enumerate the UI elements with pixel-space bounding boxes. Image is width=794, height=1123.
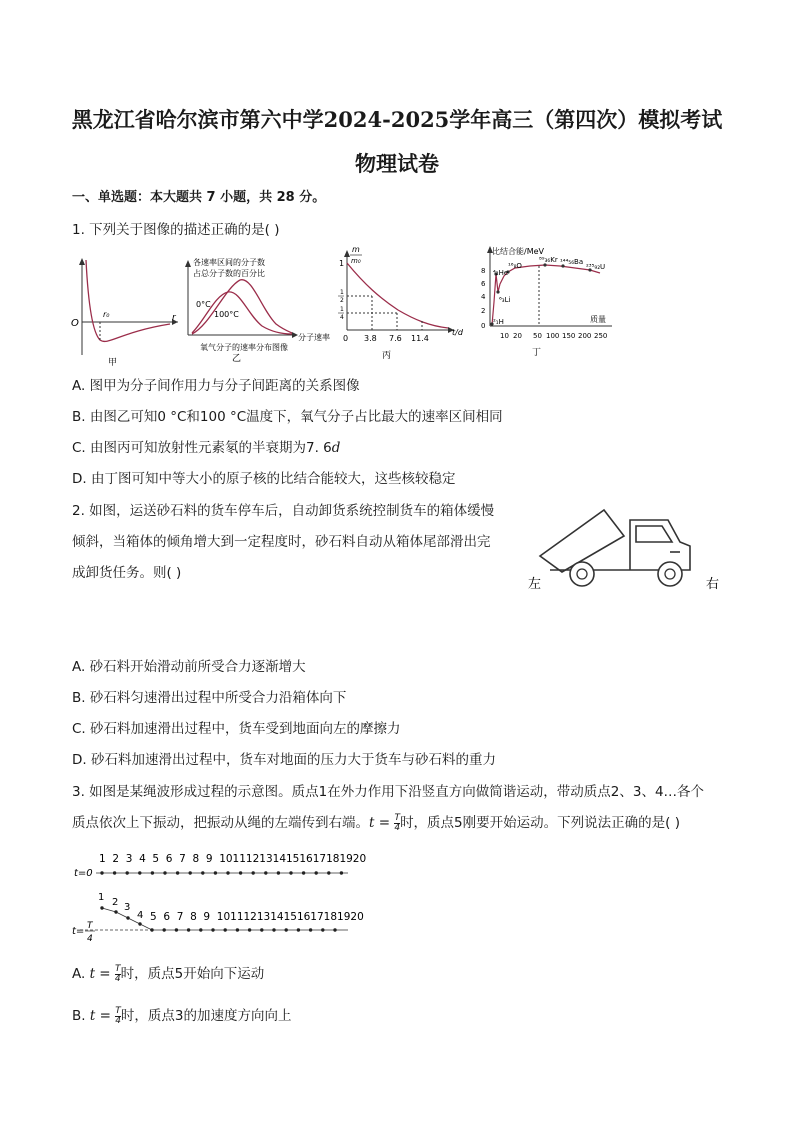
ding-xtick-200: 200 xyxy=(578,332,592,340)
rope-point-t4-7 xyxy=(175,928,178,931)
ding-ytick-6: 6 xyxy=(481,280,486,288)
row2-num-3: 3 xyxy=(124,902,131,913)
rope-point-t4-5 xyxy=(150,928,153,931)
yi-curve-100c: 100°C xyxy=(214,310,239,319)
q1-stem: 1. 下列关于图像的描述正确的是( ) xyxy=(72,222,280,238)
bing-xtick-1: 3.8 xyxy=(364,334,377,343)
yi-ylabel2: 占总分子数的百分比 xyxy=(193,269,265,278)
rope-point-8 xyxy=(189,871,192,874)
rope-point-2 xyxy=(113,871,116,874)
q3-option-b-prefix: B. xyxy=(72,1008,90,1024)
rope-point-1 xyxy=(100,871,103,874)
q2-option-c: C. 砂石料加速滑出过程中，货车受到地面向左的摩擦力 xyxy=(72,721,401,737)
q2-stem-line3: 成卸货任务。则( ) xyxy=(72,565,182,581)
truck-wheels xyxy=(570,562,682,586)
q1-option-a: A. 图甲为分子间作用力与分子间距离的关系图像 xyxy=(72,378,360,394)
rope-point-16 xyxy=(289,871,292,874)
q3-option-a-text: 时，质点5开始向下运动 xyxy=(120,966,265,982)
bing-quarter-n: 1 xyxy=(340,306,344,313)
ding-xtick-250: 250 xyxy=(594,332,608,340)
rope-point-t4-18 xyxy=(309,928,312,931)
ding-h: ²₁H xyxy=(493,318,504,326)
q1-option-c xyxy=(72,436,340,456)
q1-option-c-unit: d xyxy=(331,440,341,456)
row2-numbers: 5 6 7 8 9 1011121314151617181920 xyxy=(150,911,364,923)
rope-point-t4-16 xyxy=(285,928,288,931)
fig-ding xyxy=(481,246,612,358)
ding-ylabel: 比结合能/MeV xyxy=(492,247,544,256)
rope-point-10 xyxy=(214,871,217,874)
row2-num-2: 2 xyxy=(112,897,119,908)
rope-point-t4-8 xyxy=(187,928,190,931)
ding-xtick-10: 10 xyxy=(500,332,509,340)
q1-figures xyxy=(0,240,794,370)
ding-ytick-4: 4 xyxy=(481,293,486,301)
rope-point-t4-11 xyxy=(224,928,227,931)
rope-point-7 xyxy=(176,871,179,874)
rope-point-18 xyxy=(315,871,318,874)
ding-ba: ¹⁴⁴₅₆Ba xyxy=(560,258,584,266)
rope-point-13 xyxy=(252,871,255,874)
bing-caption: 丙 xyxy=(382,351,392,361)
row2-frac-den: 4 xyxy=(87,934,93,944)
q3-option-b-text: 时，质点3的加速度方向向上 xyxy=(120,1008,292,1024)
page-title-line2: 物理试卷 xyxy=(355,151,439,176)
bing-xtick-0: 0 xyxy=(343,334,349,343)
fig-jia xyxy=(71,258,178,368)
rope-point-3 xyxy=(126,871,129,874)
q1-option-c-text: C. 由图丙可知放射性元素氡的半衰期为7. 6 xyxy=(72,440,332,456)
q3-option-b-t: t = xyxy=(89,1008,111,1024)
bing-y1: 1 xyxy=(339,259,345,268)
ding-xtick-100: 100 xyxy=(546,332,560,340)
rope-point-9 xyxy=(201,871,204,874)
q3-option-b-frac-num: T xyxy=(115,1005,121,1016)
jia-caption: 甲 xyxy=(108,358,118,368)
rope-point-t4-14 xyxy=(260,928,263,931)
rope-point-11 xyxy=(226,871,229,874)
bing-xtick-2: 7.6 xyxy=(389,334,402,343)
q2-option-a: A. 砂石料开始滑动前所受合力逐渐增大 xyxy=(72,659,306,675)
yi-curve-0c: 0°C xyxy=(196,300,211,309)
fig-bing xyxy=(338,245,464,361)
rope-wave-figure xyxy=(0,848,794,948)
q3-t-eq: t = xyxy=(369,815,391,831)
q1-option-b: B. 由图乙可知0 °C和100 °C温度下，氧气分子占比最大的速率区间相同 xyxy=(72,409,503,425)
ding-he: ⁴₂He xyxy=(493,269,509,277)
q3-frac-num: T xyxy=(394,812,400,823)
rope-point-6 xyxy=(163,871,166,874)
rope-point-4 xyxy=(138,871,141,874)
ding-li: ⁶₃Li xyxy=(499,296,511,304)
q1-option-d: D. 由丁图可知中等大小的原子核的比结合能较大，这些核较稳定 xyxy=(72,471,456,487)
q3-option-a xyxy=(72,962,264,984)
q3-stem-line2-pre: 质点依次上下振动，把振动从绳的左端传到右端。 xyxy=(72,815,369,831)
ding-xtick-20: 20 xyxy=(513,332,522,340)
row2-num-1: 1 xyxy=(98,892,105,903)
rope-point-t4-12 xyxy=(236,928,239,931)
q3-option-a-prefix: A. xyxy=(72,966,90,982)
bing-ylabel-bottom: m₀ xyxy=(351,257,361,265)
ding-xtick-50: 50 xyxy=(533,332,542,340)
section-heading: 一、单选题：本大题共 7 小题，共 28 分。 xyxy=(72,190,326,205)
row2-frac-num: T xyxy=(87,921,93,931)
rope-point-14 xyxy=(264,871,267,874)
dump-truck-figure xyxy=(520,490,740,600)
bing-xlabel: t/d xyxy=(452,328,463,337)
jia-r0: r₀ xyxy=(103,310,110,319)
q2-stem-line2: 倾斜，当箱体的倾角增大到一定程度时，砂石料自动从箱体尾部滑出完 xyxy=(72,534,491,550)
page-title-line1: 黑龙江省哈尔滨市第六中学2024-2025学年高三（第四次）模拟考试 xyxy=(71,107,723,132)
ding-ytick-0: 0 xyxy=(481,322,486,330)
rope-point-t4-10 xyxy=(211,928,214,931)
yi-caption: 乙 xyxy=(232,354,242,364)
bing-xtick-3: 11.4 xyxy=(411,334,429,343)
row1-label: t=0 xyxy=(74,868,93,879)
q3-frac-den: 4 xyxy=(394,822,401,833)
ding-caption: 丁 xyxy=(532,348,542,358)
rope-point-20 xyxy=(340,871,343,874)
fig-yi xyxy=(185,257,330,364)
q2-option-d: D. 砂石料加速滑出过程中，货车对地面的压力大于货车与砂石料的重力 xyxy=(72,752,496,768)
q3-option-a-t: t = xyxy=(89,966,111,982)
row2-label: t= xyxy=(72,926,85,937)
row1-numbers: 1 2 3 4 5 6 7 8 9 1011121314151617181920 xyxy=(99,853,367,865)
rope-point-t4-20 xyxy=(333,928,336,931)
truck-left-label: 左 xyxy=(528,577,542,592)
rope-point-12 xyxy=(239,871,242,874)
row2-num-4: 4 xyxy=(137,910,144,921)
rope-point-15 xyxy=(277,871,280,874)
q3-option-b xyxy=(72,1004,292,1026)
q3-stem-line2 xyxy=(72,811,680,833)
bing-ylabel-top: m xyxy=(352,245,360,254)
q3-option-a-frac-den: 4 xyxy=(114,973,121,984)
bing-half-n: 1 xyxy=(340,289,344,296)
jia-r: r xyxy=(172,313,176,323)
q3-stem-line2-post: 时，质点5刚要开始运动。下列说法正确的是( ) xyxy=(400,815,680,831)
ding-xtick-150: 150 xyxy=(562,332,576,340)
yi-xlabel: 分子速率 xyxy=(298,333,330,342)
q2-stem-line1: 2. 如图，运送砂石料的货车停车后，自动卸货系统控制货车的箱体缓慢 xyxy=(72,503,495,519)
bing-quarter-d: 4 xyxy=(340,314,344,321)
truck-right-label: 右 xyxy=(706,577,720,592)
rope-point-t4-9 xyxy=(199,928,202,931)
ding-kr: ⁸⁹₃₆Kr xyxy=(539,256,558,264)
q2-option-b: B. 砂石料匀速滑出过程中所受合力沿箱体向下 xyxy=(72,690,347,706)
yi-ylabel1: 各速率区间的分子数 xyxy=(193,258,265,267)
rope-point-t4-15 xyxy=(272,928,275,931)
rope-point-t4-6 xyxy=(163,928,166,931)
ding-ytick-2: 2 xyxy=(481,307,486,315)
rope-point-17 xyxy=(302,871,305,874)
ding-u: ²³⁵₉₂U xyxy=(586,263,606,271)
yi-subcaption: 氧气分子的速率分布图像 xyxy=(200,343,288,352)
q3-option-b-frac-den: 4 xyxy=(115,1015,121,1026)
rope-point-t4-19 xyxy=(321,928,324,931)
rope-point-5 xyxy=(151,871,154,874)
q3-option-a-frac-num: T xyxy=(115,963,121,974)
jia-origin: O xyxy=(71,318,79,329)
bing-half-d: 2 xyxy=(340,297,344,304)
ding-xlabel: 质量 xyxy=(590,315,606,324)
rope-point-t4-13 xyxy=(248,928,251,931)
rope-point-t4-17 xyxy=(297,928,300,931)
q3-stem-line1: 3. 如图是某绳波形成过程的示意图。质点1在外力作用下沿竖直方向做简谐运动，带动质点2、3、4…各个 xyxy=(72,784,705,800)
ding-ytick-8: 8 xyxy=(481,267,486,275)
ding-o: ¹⁶₈O xyxy=(508,262,522,270)
rope-point-19 xyxy=(327,871,330,874)
